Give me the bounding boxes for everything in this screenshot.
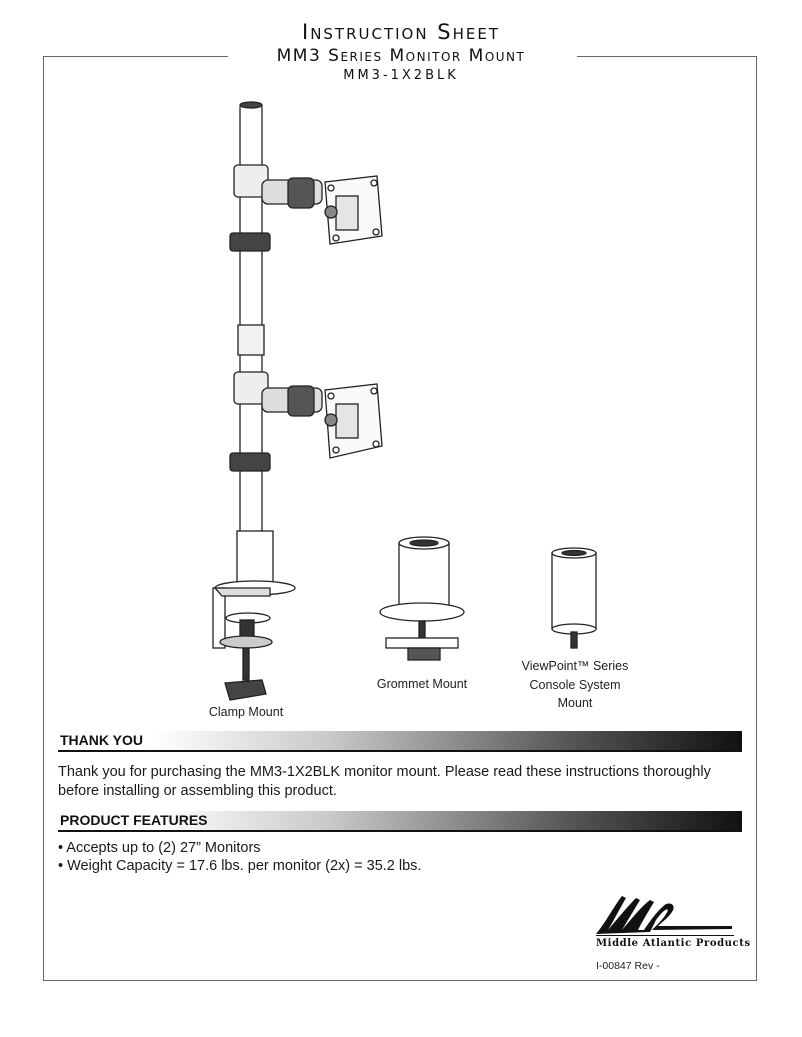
- feature-item: • Accepts up to (2) 27” Monitors: [58, 840, 261, 856]
- product-features-section-bar: [58, 811, 742, 832]
- logo-divider: [596, 935, 734, 936]
- thank-you-text: Thank you for purchasing the MM3-1X2BLK monitor mount. Please read these instructions thoroughly before installing or assembling this product.: [58, 764, 711, 799]
- grommet-mount-caption: Grommet Mount: [376, 677, 468, 691]
- document-number: I-00847 Rev -: [596, 960, 660, 972]
- feature-item: • Weight Capacity = 17.6 lbs. per monitor (2x) = 35.2 lbs.: [58, 858, 422, 874]
- viewpoint-caption-line3: Mount: [557, 696, 593, 710]
- document-subtitle: MM3 Series Monitor Mount: [276, 46, 526, 66]
- viewpoint-mount-drawing: [552, 548, 596, 648]
- thank-you-section-bar: [58, 731, 742, 752]
- company-name: Middle Atlantic Products: [596, 938, 751, 949]
- model-number: MM3-1X2BLK: [343, 68, 459, 83]
- middle-atlantic-logo-icon: [592, 892, 742, 938]
- product-features-heading: PRODUCT FEATURES: [60, 812, 208, 828]
- viewpoint-caption-line2: Console System: [529, 678, 621, 692]
- clamp-mount-caption: Clamp Mount: [208, 705, 284, 719]
- viewpoint-caption-line1: ViewPoint™ Series: [521, 659, 629, 673]
- clamp-mount-drawing: [213, 531, 295, 700]
- grommet-mount-drawing: [380, 537, 464, 660]
- document-title: Instruction Sheet: [302, 20, 500, 44]
- thank-you-heading: THANK YOU: [60, 732, 143, 748]
